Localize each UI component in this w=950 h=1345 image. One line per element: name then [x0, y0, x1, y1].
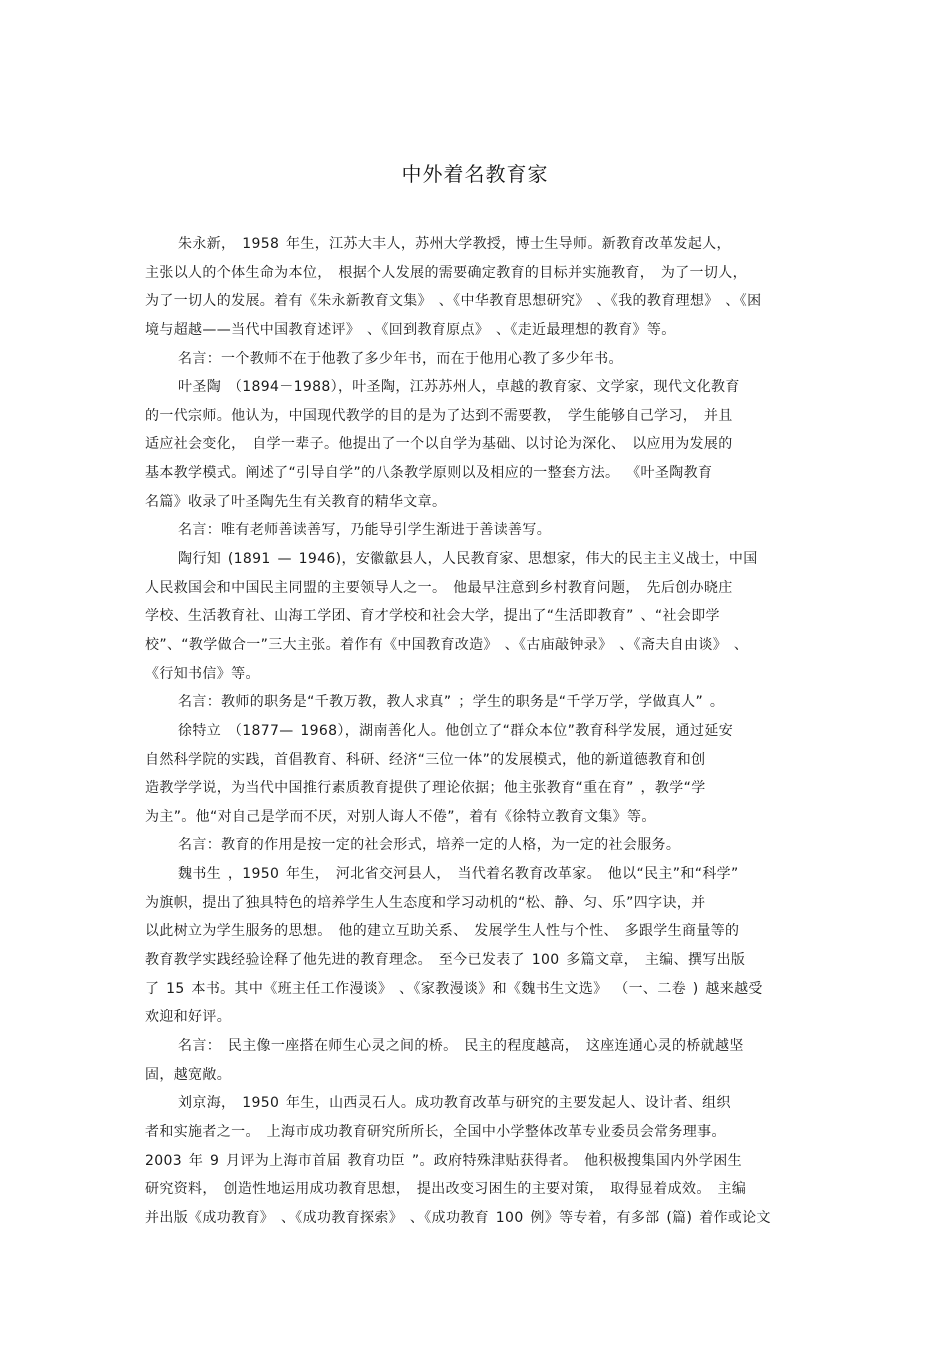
document-title: 中外着名教育家 — [401, 162, 549, 186]
text-line: 适应社会变化， 自学一辈子。他提出了一个以自学为基础、以讨论为深化、 以应用为发展的 — [145, 436, 733, 453]
text-line: 境与超越——当代中国教育述评》 、《回到教育原点》 、《走近最理想的教育》等。 — [145, 321, 676, 338]
text-line: 并出版《成功教育》 、《成功教育探索》 、《成功教育 100 例》等专着，有多部 (篇) 着作或论文 — [145, 1209, 771, 1226]
text-line: 陶行知 (1891 — 1946)，安徽歙县人，人民教育家、思想家，伟大的民主主义战士，中国 — [178, 551, 758, 568]
text-line: 为主”。他“对自己是学而不厌，对别人诲人不倦”，着有《徐特立教育文集》等。 — [145, 808, 656, 825]
text-line: 人民救国会和中国民主同盟的主要领导人之一。 他最早注意到乡村教育问题， 先后创办晓庄 — [145, 579, 733, 596]
quote-line: 名言：教育的作用是按一定的社会形式，培养一定的人格，为一定的社会服务。 — [178, 837, 681, 854]
text-line: 为旗帜，提出了独具特色的培养学生人生态度和学习动机的“松、静、匀、乐”四字诀，并 — [145, 894, 706, 911]
text-line: 欢迎和好评。 — [145, 1009, 232, 1026]
text-line: 校”、“教学做合一”三大主张。着作有《中国教育改造》 、《古庙敲钟录》 、《斋夫自由谈》 、 — [145, 636, 749, 653]
quote-line: 固，越宽敞。 — [145, 1066, 232, 1083]
document-body — [145, 230, 810, 1232]
text-line: 魏书生 ，1950 年生， 河北省交河县人， 当代着名教育改革家。 他以“民主”和“科学” — [178, 866, 739, 883]
text-line: 造教学学说，为当代中国推行素质教育提供了理论依据；他主张教育“重在育” ，教学“学 — [145, 780, 706, 797]
text-line: 叶圣陶 （1894－1988），叶圣陶，江苏苏州人，卓越的教育家、文学家，现代文化教育 — [178, 379, 740, 396]
quote-line: 名言：一个教师不在于他教了多少年书，而在于他用心教了多少年书。 — [178, 350, 623, 367]
text-line: 自然科学院的实践，首倡教育、科研、经济“三位一体”的发展模式，他的新道德教育和创 — [145, 751, 706, 768]
text-line: 了 15 本书。其中《班主任工作漫谈》 、《家教漫谈》和《魏书生文选》 （一、二卷 ) 越来越受 — [145, 980, 763, 997]
text-line: 研究资料， 创造性地运用成功教育思想， 提出改变习困生的主要对策， 取得显着成效。 主编 — [145, 1181, 747, 1198]
text-line: 徐特立 （1877— 1968），湖南善化人。他创立了“群众本位”教育科学发展，通过延安 — [178, 722, 734, 739]
text-line: 2003 年 9 月评为上海市首届 教育功臣 ”。政府特殊津贴获得者。 他积极搜集国内外学困生 — [145, 1152, 742, 1169]
text-line: 教育教学实践经验诠释了他先进的教育理念。 至今已发表了 100 多篇文章， 主编、撰写出版 — [145, 952, 746, 969]
text-line: 的一代宗师。他认为，中国现代教学的目的是为了达到不需要教， 学生能够自己学习， 并且 — [145, 407, 733, 424]
text-line: 学校、生活教育社、山海工学团、育才学校和社会大学，提出了“生活即教育” 、“社会即学 — [145, 608, 720, 625]
text-line: 主张以人的个体生命为本位， 根据个人发展的需要确定教育的目标并实施教育， 为了一切人， — [145, 264, 747, 281]
text-line: 朱永新， 1958 年生，江苏大丰人，苏州大学教授，博士生导师。新教育改革发起人， — [178, 236, 731, 252]
text-line: 者和实施者之一。 上海市成功教育研究所所长，全国中小学整体改革专业委员会常务理事。 — [145, 1123, 726, 1140]
text-line: 《行知书信》等。 — [145, 665, 260, 682]
text-line: 名篇》收录了叶圣陶先生有关教育的精华文章。 — [145, 493, 447, 510]
quote-line: 名言： 民主像一座搭在师生心灵之间的桥。 民主的程度越高， 这座连通心灵的桥就越坚 — [178, 1037, 744, 1054]
quote-line: 名言：教师的职务是“千教万教，教人求真” ；学生的职务是“千学万学，学做真人” 。 — [178, 694, 725, 711]
text-line: 基本教学模式。阐述了“引导自学”的八条教学原则以及相应的一整套方法。 《叶圣陶教育 — [145, 465, 713, 482]
text-line: 刘京海， 1950 年生，山西灵石人。成功教育改革与研究的主要发起人、设计者、组织 — [178, 1095, 731, 1112]
text-line: 以此树立为学生服务的思想。 他的建立互助关系、 发展学生人性与个性、 多跟学生商量等的 — [145, 923, 740, 940]
quote-line: 名言：唯有老师善读善写，乃能导引学生渐进于善读善写。 — [178, 522, 552, 539]
text-line: 为了一切人的发展。着有《朱永新教育文集》 、《中华教育思想研究》 、《我的教育理想》 、《困 — [145, 293, 762, 310]
